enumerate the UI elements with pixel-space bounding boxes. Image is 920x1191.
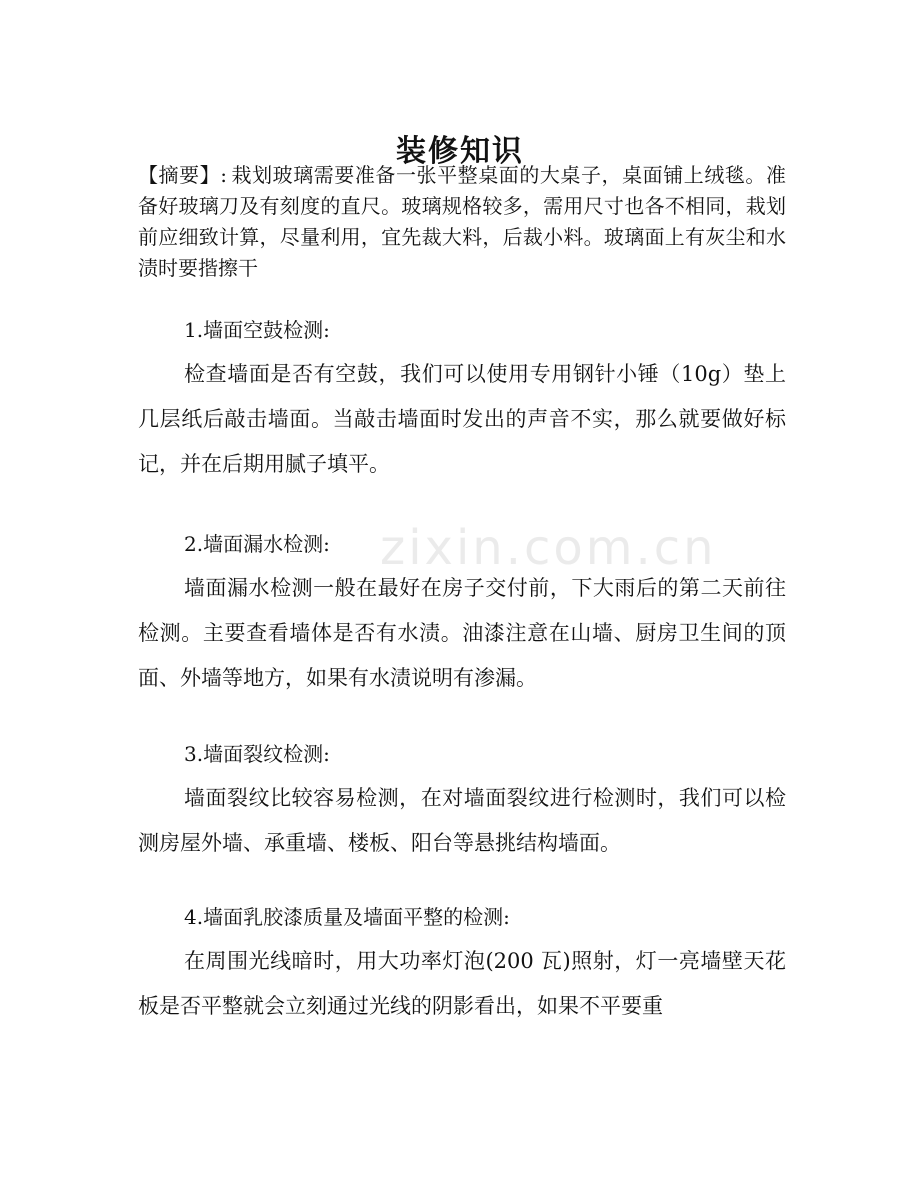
page-title: 装修知识	[396, 134, 524, 170]
section-body-1: 检查墙面是否有空鼓，我们可以使用专用钢针小锤（10g）垫上几层纸后敲击墙面。当敲击墙面时发出的声音不实，那么就要做好标记，并在后期用腻子填平。	[138, 362, 786, 476]
section-heading-1: 1.墙面空鼓检测:	[184, 318, 330, 342]
abstract-text: 栽划玻璃需要准备一张平整桌面的大桌子，桌面铺上绒毯。准备好玻璃刀及有刻度的直尺。玻璃规格较多，需用尺寸也各不相同，栽划前应细致计算，尽量利用，宜先裁大料，后裁小料。玻璃面上有灰尘和水渍时要揩擦干	[138, 163, 786, 280]
section-body-2: 墙面漏水检测一般在最好在房子交付前，下大雨后的第二天前往检测。主要查看墙体是否有水渍。油漆注意在山墙、厨房卫生间的顶面、外墙等地方，如果有水渍说明有渗漏。	[138, 576, 786, 690]
abstract-label: 【摘要】:	[138, 163, 227, 187]
section-body-4: 在周围光线暗时，用大功率灯泡(200 瓦)照射，灯一亮墙壁天花板是否平整就会立刻通过光线的阴影看出，如果不平要重	[138, 949, 786, 1018]
section-heading-2: 2.墙面漏水检测:	[184, 532, 330, 556]
abstract-paragraph	[138, 160, 786, 284]
section-body-3: 墙面裂纹比较容易检测，在对墙面裂纹进行检测时，我们可以检测房屋外墙、承重墙、楼板、阳台等悬挑结构墙面。	[138, 786, 786, 855]
watermark: zixin.com.cn	[380, 520, 717, 576]
section-heading-3: 3.墙面裂纹检测:	[184, 742, 330, 766]
section-heading-4: 4.墙面乳胶漆质量及墙面平整的检测:	[184, 905, 510, 929]
